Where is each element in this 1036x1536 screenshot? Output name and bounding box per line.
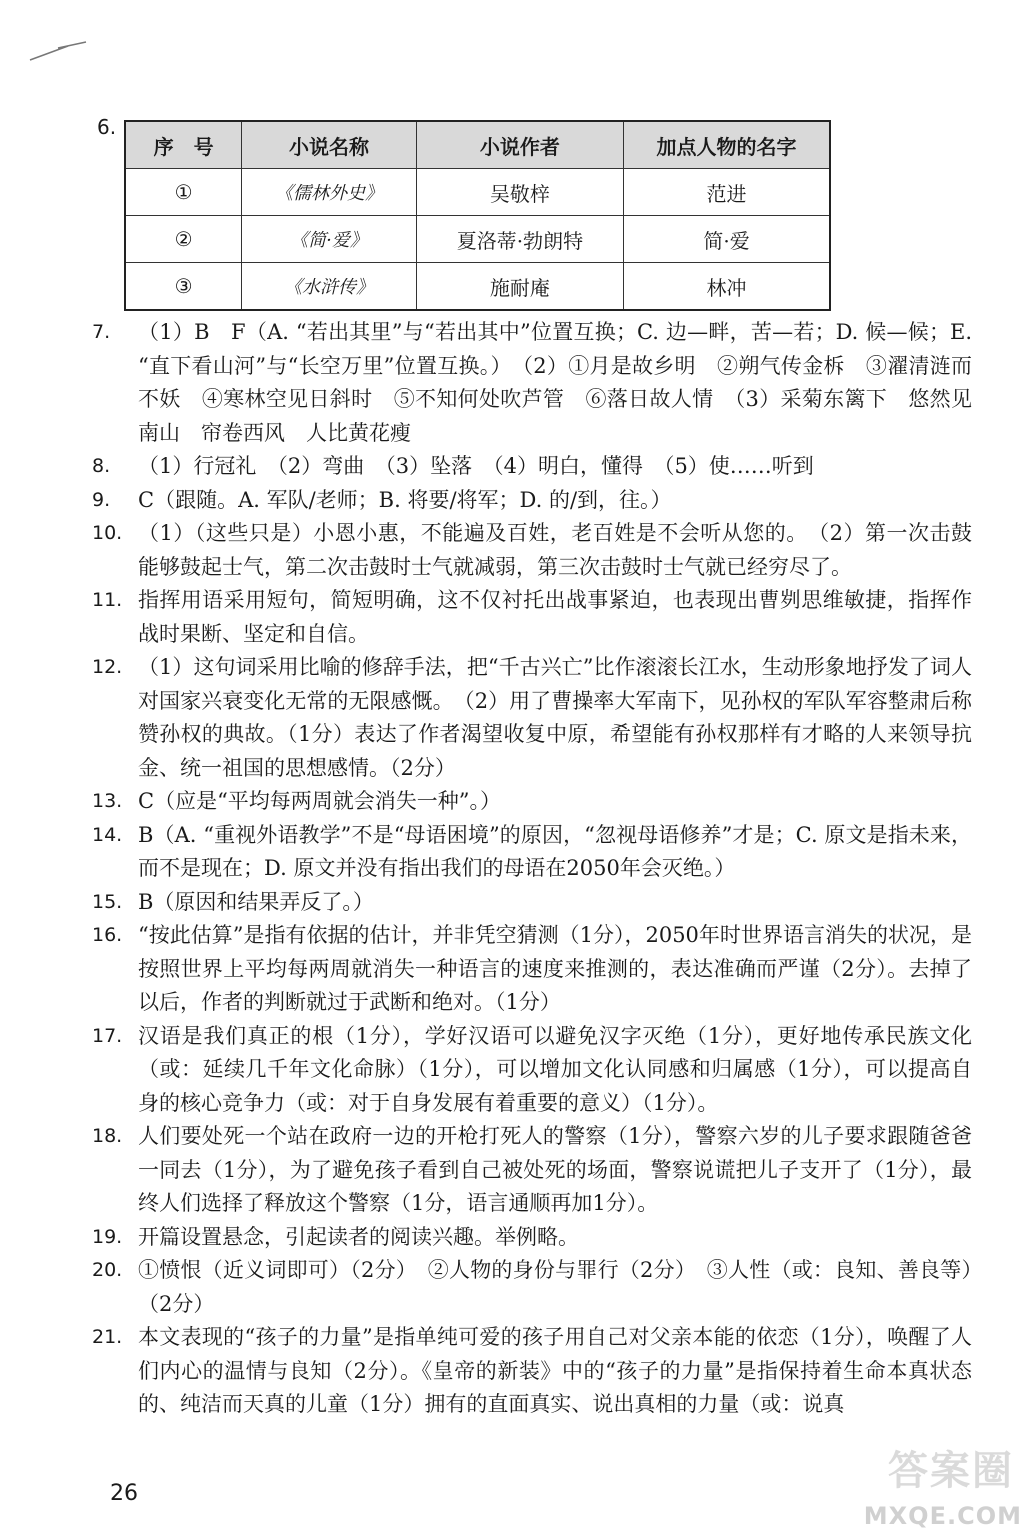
answer-text: ①愤恨（近义词即可）（2分） ②人物的身份与罪行（2分） ③人性（或：良知、善良等）（2分） <box>138 1258 972 1316</box>
answer-text: 开篇设置悬念，引起读者的阅读兴趣。举例略。 <box>138 1224 579 1249</box>
answer-item-19 <box>92 1221 972 1255</box>
answer-item-21 <box>92 1321 972 1422</box>
answer-number: 15. <box>92 890 123 913</box>
cell-novel-title: 《简·爱》 <box>242 216 417 263</box>
cell-author: 施耐庵 <box>416 263 623 311</box>
answer-item-15 <box>92 886 972 920</box>
watermark-url: MXQE.COM <box>863 1502 1022 1530</box>
answer-number: 14. <box>92 823 123 846</box>
table-header-row <box>125 121 830 169</box>
answer-number: 11. <box>92 589 123 611</box>
cell-character: 范进 <box>624 169 830 216</box>
answer-text: 汉语是我们真正的根（1分），学好汉语可以避免汉字灭绝（1分），更好地传承民族文化（或：延续几千年文化命脉）（1分），可以增加文化认同感和归属感（1分），可以提高自身的核心竞争力（或：对于自身发展有着重要的意义）（1分）。 <box>138 1023 972 1115</box>
answer-text: C（应是“平均每两周就会消失一种”。） <box>138 789 502 813</box>
answer-item-8 <box>92 450 972 484</box>
answer-item-17 <box>92 1020 972 1121</box>
answer-text: B（A. “重视外语教学”不是“母语困境”的原因，“忽视母语修养”才是；C. 原文是指未来，而不是现在；D. 原文并没有指出我们的母语在2050年会灭绝。） <box>138 822 972 880</box>
table-row <box>125 263 830 311</box>
answer-number: 21. <box>92 1326 123 1348</box>
table-row <box>125 216 830 263</box>
answer-item-7 <box>92 316 972 450</box>
answer-number: 9. <box>92 488 111 511</box>
answer-item-10 <box>92 517 972 584</box>
answer-text: （1）B F（A. “若出其里”与“若出其中”位置互换；C. 边—畔，苦—若；D. 候—候；E. “直下看山河”与“长空万里”位置互换。） （2）①月是故乡明 ②朔气传金柝 ③濯清涟而不妖 ④寒林空见日斜时 ⑤不知何处吹芦管 ⑥落日故人情 （3）采菊东篱下 悠然见南山 帘卷西风 人比黄花瘦 <box>138 320 972 445</box>
answer-table <box>124 120 831 311</box>
answer-number: 7. <box>92 321 111 343</box>
cell-character: 简·爱 <box>624 216 830 263</box>
cell-author: 夏洛蒂·勃朗特 <box>416 216 623 263</box>
answer-number: 20. <box>92 1259 123 1281</box>
cell-index: ③ <box>125 263 242 311</box>
answer-number: 10. <box>92 522 123 544</box>
answer-item-12 <box>92 651 972 785</box>
header-novel-author: 小说作者 <box>416 121 623 169</box>
answer-number: 19. <box>92 1225 123 1248</box>
cell-novel-title: 《水浒传》 <box>242 263 417 311</box>
answer-item-20 <box>92 1254 972 1321</box>
answer-number: 17. <box>92 1024 123 1047</box>
answer-text: B（原因和结果弄反了。） <box>138 889 374 914</box>
answer-item-13 <box>92 785 972 819</box>
table-row <box>125 169 830 216</box>
cell-index: ② <box>125 216 242 263</box>
answer-list <box>92 316 972 1422</box>
answer-item-14 <box>92 819 972 886</box>
cell-character: 林冲 <box>624 263 830 311</box>
cell-index: ① <box>125 169 242 216</box>
answer-number: 18. <box>92 1125 123 1147</box>
question-6-number: 6. <box>97 115 117 139</box>
answer-text: “按此估算”是指有依据的估计，并非凭空猜测（1分），2050年时世界语言消失的状况，是按照世界上平均每两周就消失一种语言的速度来推测的，表达准确而严谨（2分）。去掉了以后，作者的判断就过于武断和绝对。（1分） <box>138 923 972 1014</box>
answer-text: C（跟随。A. 军队/老师；B. 将要/将军；D. 的/到，往。） <box>138 487 672 512</box>
answer-text: 人们要处死一个站在政府一边的开枪打死人的警察（1分），警察六岁的儿子要求跟随爸爸一同去（1分），为了避免孩子看到自己被处死的场面，警察说谎把儿子支开了（1分），最终人们选择了释放这个警察（1分，语言通顺再加1分）。 <box>138 1124 972 1215</box>
answer-text: （1）（这些只是）小恩小惠，不能遍及百姓，老百姓是不会听从您的。 （2）第一次击鼓能够鼓起士气，第二次击鼓时士气就减弱，第三次击鼓时士气就已经穷尽了。 <box>138 521 972 579</box>
answer-item-18 <box>92 1120 972 1221</box>
answer-number: 16. <box>92 924 123 946</box>
cell-novel-title: 《儒林外史》 <box>242 169 417 216</box>
answer-number: 8. <box>92 455 111 477</box>
answer-text: （1）这句词采用比喻的修辞手法，把“千古兴亡”比作滚滚长江水，生动形象地抒发了词人对国家兴衰变化无常的无限感慨。 （2）用了曹操率大军南下，见孙权的军队军容整肃后称赞孙权的典故。（1分）表达了作者渴望收复中原，希望能有孙权那样有才略的人来领导抗金、统一祖国的思想感情。（2分） <box>138 655 972 780</box>
answer-number: 12. <box>92 656 123 678</box>
header-index: 序 号 <box>125 121 242 169</box>
cell-author: 吴敬梓 <box>416 169 623 216</box>
answer-item-16 <box>92 919 972 1020</box>
answer-item-11 <box>92 584 972 651</box>
watermark-logo-text: 答案圈 <box>888 1448 1014 1494</box>
scan-mark <box>28 40 88 64</box>
answer-text: 本文表现的“孩子的力量”是指单纯可爱的孩子用自己对父亲本能的依恋（1分），唤醒了人们内心的温情与良知（2分）。《皇帝的新装》中的“孩子的力量”是指保持着生命本真状态的、纯洁而天真的儿童（1分）拥有的直面真实、说出真相的力量（或：说真 <box>138 1325 972 1416</box>
header-novel-title: 小说名称 <box>242 121 417 169</box>
answer-text: 指挥用语采用短句，简短明确，这不仅衬托出战事紧迫，也表现出曹刿思维敏捷，指挥作战时果断、坚定和自信。 <box>138 588 972 646</box>
header-character-name: 加点人物的名字 <box>624 121 830 169</box>
answer-item-9 <box>92 484 972 518</box>
answer-number: 13. <box>92 790 123 812</box>
page-number: 26 <box>110 1481 138 1506</box>
answer-text: （1）行冠礼 （2）弯曲 （3）坠落 （4）明白，懂得 （5）使……听到 <box>138 454 814 478</box>
